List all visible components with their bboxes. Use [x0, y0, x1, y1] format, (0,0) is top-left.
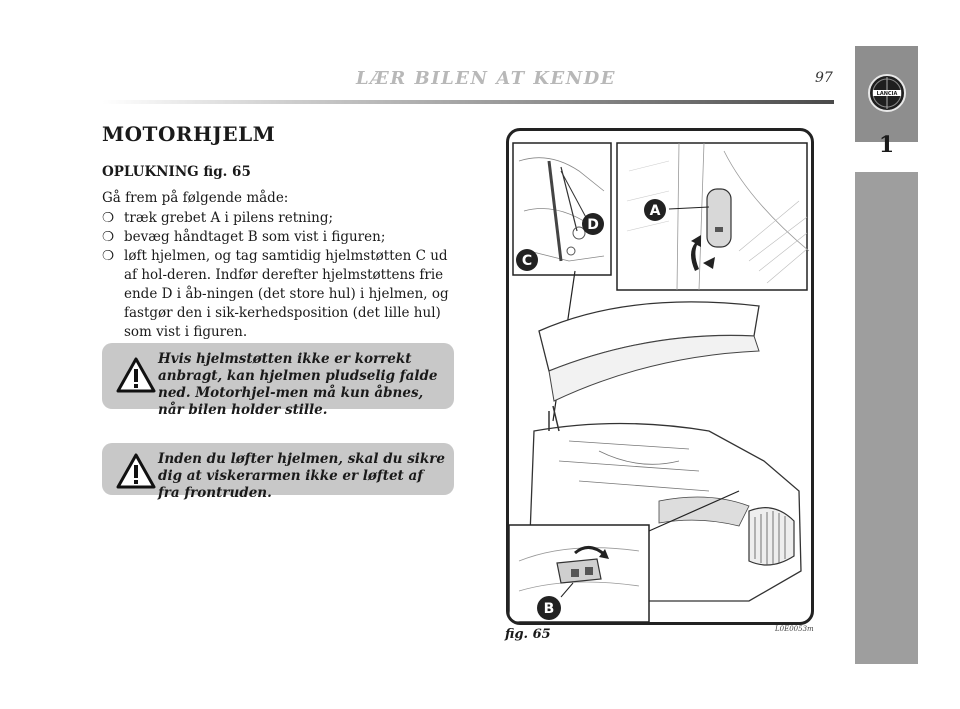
- subheading: OPLUKNING fig. 65: [102, 164, 251, 180]
- bullet-icon: ❍: [102, 210, 115, 226]
- step-text: løft hjelmen, og tag samtidig hjelmstøtten C ud af hol-deren. Indfør derefter hjelmstøttens frie ende D i åb-ningen (det store hul) i hjelmen, og fastgør den i sik-kerhedsposition (det lille hul) som vist i figuren.: [124, 248, 449, 340]
- figure-caption: fig. 65: [505, 627, 551, 642]
- list-item: [102, 228, 464, 247]
- figure-code: L0E0053m: [775, 625, 814, 633]
- warning-triangle-icon: [116, 453, 156, 489]
- step-list: [102, 209, 464, 342]
- warning-box: [102, 343, 454, 418]
- bullet-icon: ❍: [102, 248, 115, 264]
- callout-a: [644, 199, 666, 221]
- callout-label-d: D: [587, 217, 599, 233]
- callout-label-a: A: [649, 203, 661, 219]
- bullet-icon: ❍: [102, 229, 115, 245]
- callout-b: [537, 596, 561, 620]
- intro-text: Gå frem på følgende måde:: [102, 190, 289, 206]
- warning-box: [102, 443, 454, 501]
- callout-label-c: C: [521, 253, 533, 269]
- list-item: [102, 209, 464, 228]
- lancia-logo-icon: [867, 73, 907, 113]
- step-text: træk grebet A i pilens retning;: [124, 210, 334, 226]
- chapter-number: 1: [878, 132, 895, 158]
- list-item: [102, 247, 464, 342]
- page-number: 97: [815, 70, 833, 86]
- warning-text: Hvis hjelmstøtten ikke er korrekt anbragt, kan hjelmen pludselig falde ned. Motorhjel-men må kun åbnes, når bilen holder stille.: [158, 351, 438, 418]
- warning-triangle-icon: [116, 357, 156, 393]
- step-text: bevæg håndtaget B som vist i figuren;: [124, 229, 386, 245]
- header-rule: [102, 100, 834, 104]
- running-header: LÆR BILEN AT KENDE: [356, 68, 617, 89]
- callout-label-b: B: [543, 601, 555, 617]
- callout-d: [582, 213, 604, 235]
- chapter-side-tab: [855, 46, 918, 664]
- logo-box: [855, 46, 918, 142]
- hood-illustration: [509, 131, 811, 622]
- warning-text: Inden du løfter hjelmen, skal du sikre dig at viskerarmen ikke er løftet af fra frontruden.: [158, 451, 445, 501]
- logo-text: LANCIA: [876, 91, 898, 97]
- section-title: MOTORHJELM: [102, 122, 276, 146]
- grille: [749, 508, 794, 565]
- callout-c: [516, 249, 538, 271]
- figure-65: [506, 128, 814, 625]
